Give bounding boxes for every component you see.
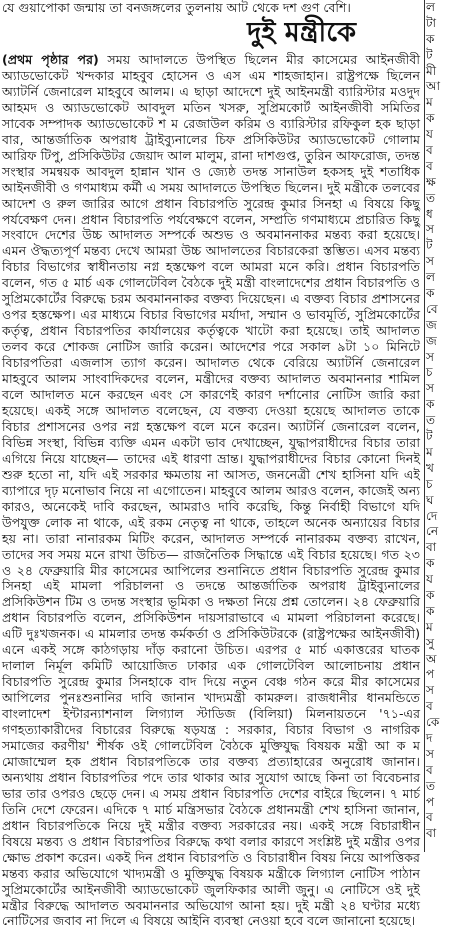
side-column-fragment: জ bbox=[426, 333, 437, 348]
side-column-fragment: য bbox=[426, 127, 433, 142]
side-column-fragment: জ bbox=[426, 317, 437, 332]
side-column-fragment: বে bbox=[426, 301, 438, 316]
side-column-fragment: ট bbox=[426, 47, 433, 62]
side-column-fragment: ক bbox=[426, 111, 435, 126]
side-column-fragment: ক bbox=[426, 556, 435, 571]
side-column-fragment: ত bbox=[426, 413, 436, 428]
adjacent-column-fragment bbox=[426, 0, 450, 852]
previous-article-fragment: যে গুয়াপোকা জন্মায় তা বনজঙ্গলের তুলনায় আট থেকে দশ গুণ বেশি। bbox=[2, 0, 351, 15]
side-column-fragment: চ bbox=[426, 476, 433, 491]
side-column-fragment: স bbox=[426, 254, 434, 269]
article-body bbox=[2, 52, 420, 929]
side-column-fragment: কে bbox=[426, 715, 440, 730]
side-column-fragment: ক bbox=[426, 31, 435, 46]
side-column-fragment: মী bbox=[426, 63, 437, 78]
side-column-fragment: ট bbox=[426, 238, 433, 253]
article-column bbox=[2, 16, 420, 929]
side-column-fragment: ক্ষ bbox=[426, 174, 436, 189]
side-column-fragment: চ bbox=[426, 365, 433, 380]
side-column-fragment: ক bbox=[426, 286, 435, 301]
side-column-fragment: ট bbox=[426, 429, 433, 444]
side-column-fragment: ক bbox=[426, 603, 435, 618]
article-headline: দুই মন্ত্রীকে bbox=[247, 17, 356, 48]
side-column-fragment: স bbox=[426, 381, 434, 396]
side-column-fragment: ক bbox=[426, 397, 435, 412]
side-column-fragment: নে bbox=[426, 524, 439, 539]
side-column-fragment: বা bbox=[426, 826, 437, 841]
side-column-fragment: ঘ bbox=[426, 492, 434, 507]
side-column-fragment: ত bbox=[426, 190, 436, 205]
side-column-fragment: খ bbox=[426, 460, 434, 475]
side-column-fragment: ত bbox=[426, 778, 436, 793]
side-column-fragment: ধ bbox=[426, 206, 433, 221]
side-column-fragment: ব bbox=[426, 143, 433, 158]
article-text: সময় আদালতে উপস্থিত ছিলেন মীর কাসেমের আইনজীবী অ্যাডভোকেট খন্দকার মাহবুব হোসেন ও এস এম শাহজাহান। রাষ্ট্রপক্ষে ছিলেন অ্যাটর্নি জেনারেল মাহবুবে আলম। এ ছাড়া আদেশে দুই আইনমন্ত্রী ব্যারিস্টার মওদুদ আহমদ ও অ্যাডভোকেট আবদুল মতিন খসরু, সুপ্রিমকোর্ট আইনজীবী সমিতির সাবেক সম্পাদক অ্যাডভোকেট শ ম রেজাউল করিম ও ব্যারিস্টার রফিকুল হক ছাড়া বার, আন্তর্জাতিক অপরাধ ট্রাইব্যুনালের চিফ প্রসিকিউটর অ্যাডভোকেট গোলাম আরিফ টিপু, প্রসিকিউটর জেয়াদ আল মালুম, রানা দাশগুপ্ত, তুরিন আফরোজ, তদন্ত সংস্থার সমন্বয়ক আবদুল হান্নান খান ও জ্যেষ্ঠ তদন্ত সানাউল হকসহ দুই শতাধিক আইনজীবী ও গণমাধ্যম কর্মী এ সময় আদালতে উপস্থিত ছিলেন। দুই মন্ত্রীকে তলবের আদেশ ও রুল জারির আগে প্রধান বিচারপতি সুরেন্দ্র কুমার সিনহা এ বিষয়ে কিছু পর্যবেক্ষণ দেন। প্রধান বিচারপতি পর্যবেক্ষণে বলেন, সম্প্রতি গণমাধ্যমে প্রচারিত কিছু সংবাদে দেশের উচ্চ আদালত সম্পর্কে অশুভ ও অবমাননাকর মন্তব্য করা হয়েছে। এমন ঔদ্ধত্যপূর্ণ মন্তব্য দেখে আমরা উচ্চ আদালতের বিচারকেরা স্তম্ভিত। এসব মন্তব্য বিচার বিভাগের স্বাধীনতায় নগ্ন হস্তক্ষেপ বলে আমরা মনে করি। প্রধান বিচারপতি বলেন, গত ৫ মার্চ এক গোলটেবিল বৈঠকে দুই মন্ত্রী বাংলাদেশের প্রধান বিচারপতি ও সুপ্রিমকোর্টের বিরুদ্ধে চরম অবমাননাকর বক্তব্য দিয়েছেন। এ বক্তব্য বিচার প্রশাসনের ওপর হস্তক্ষেপ। এর মাধ্যমে বিচার বিভাগের মর্যাদা, সম্মান ও ভাবমূর্তি, সুপ্রিমকোর্টের কর্তৃত্ব, প্রধান বিচারপতির কার্যালয়ের কর্তৃত্বকে খাটো করা হয়েছে। তাই আদালত তলব করে শোকজ নোটিস জারি করেন। আদেশের পরে সকাল ৯টা ১০ মিনিটে বিচারপতিরা এজলাস ত্যাগ করেন। আদালত থেকে বেরিয়ে অ্যাটর্নি জেনারেল মাহবুবে আলম সাংবাদিকদের বলেন, মন্ত্রীদের বক্তব্য আদালত অবমাননার শামিল বলে আদালত মনে করছেন এবং সে কারণেই কারণ দর্শানোর নোটিস জারি করা হয়েছে। একই সঙ্গে আদালত বলেছেন, যে বক্তব্য দেওয়া হয়েছে আদালত তাকে বিচার প্রশাসনের ওপর নগ্ন হস্তক্ষেপ বলে মনে করেন। অ্যাটর্নি জেনারেল বলেন, বিভিন্ন সংস্থা, বিভিন্ন ব্যক্তি এমন একটা ভাব দেখাচ্ছেন, যুদ্ধাপরাধীদের বিচার তারা এগিয়ে নিয়ে যাচ্ছেন— তাদের এই ধারণা ভ্রান্ত। যুদ্ধাপরাধীদের বিচার কোনো দিনই শুরু হতো না, যদি এই সরকার ক্ষমতায় না আসত, জননেত্রী শেখ হাসিনা যদি এই ব্যাপারে দৃঢ় মনোভাব নিয়ে না এগোতেন। মাহবুবে আলম আরও বলেন, কাজেই অন্য কারও, অনেকেই দাবি করছেন, আমরাও দাবি করেছি, কিন্তু নির্বাহী বিভাগে যদি উপযুক্ত লোক না থাকে, এই রকম নেতৃত্ব না থাকে, তাহলে অনেক অন্যায়ের বিচার হয় না। তারা নানারকম মিটিং করেন, আদালত সম্পর্কে নানারকম বক্তব্য রাখেন, তাদের সব সময় মনে রাখা উচিত— রাজনৈতিক সিদ্ধান্তে এই বিচার হয়েছে। গত ২৩ ও ২৪ ফেব্রুয়ারি মীর কাসেমের আপিলের শুনানিতে প্রধান বিচারপতি সুরেন্দ্র কুমার সিনহা এই মামলা পরিচালনা ও তদন্তে আন্তর্জাতিক অপরাধ ট্রাইব্যুনালের প্রসিকিউশন টিম ও তদন্ত সংস্থার ভূমিকা ও দক্ষতা নিয়ে প্রশ্ন তোলেন। ২৪ ফেব্রুয়ারি প্রধান বিচারপতি বলেন, প্রসিকিউশন দায়সারাভাবে এ মামলা পরিচালনা করেছে। এটি দুঃখজনক। এ মামলার তদন্ত কর্মকর্তা ও প্রসিকিউটরকে (রাষ্ট্রপক্ষের আইনজীবী) এনে একই সঙ্গে কাঠগড়ায় দাঁড় করানো উচিত। এরপর ৫ মার্চ একাত্তরের ঘাতক দালাল নির্মূল কমিটি আয়োজিত ঢাকার এক গোলটেবিল আলোচনায় প্রধান বিচারপতি সুরেন্দ্র কুমার সিনহাকে বাদ দিয়ে নতুন বেঞ্চ গঠন করে মীর কাসেমের আপিলের পুনঃশুনানির দাবি জানান খাদ্যমন্ত্রী কামরুল। রাজধানীর ধানমন্ডিতে বাংলাদেশ ইন্টারন্যাশনাল লিগ্যাল স্টাডিজ (বিলিয়া) মিলনায়তনে '৭১-এর গণহত্যাকারীদের বিচারের বিরুদ্ধে ষড়যন্ত্র : সরকার, বিচার বিভাগ ও নাগরিক সমাজের করণীয়' শীর্ষক ওই গোলটেবিল বৈঠকে মুক্তিযুদ্ধ বিষয়ক মন্ত্রী আ ক ম মোজাম্মেল হক প্রধান বিচারপতিকে তার বক্তব্য প্রত্যাহারের অনুরোধ জানান। অন্যথায় প্রধান বিচারপতির পদে তার থাকার আর সুযোগ আছে কিনা তা বিবেচনার ভার তার ওপরও ছেড়ে দেন। এ সময় প্রধান বিচারপতি দেশের বাইরে ছিলেন। ৭ মার্চ তিনি দেশে ফেরেন। এদিকে ৭ মার্চ মন্ত্রিসভার বৈঠকে প্রধানমন্ত্রী শেখ হাসিনা জানান, প্রধান বিচারপতিকে নিয়ে দুই মন্ত্রীর বক্তব্য সরকারের নয়। একই সঙ্গে বিচারাধীন বিষয়ে মন্তব্য ও প্রধান বিচারপতির বিরুদ্ধে কথা বলার কারণে সংশ্লিষ্ট দুই মন্ত্রীর ওপর ক্ষোভ প্রকাশ করেন। একই দিন প্রধান বিচারপতি ও বিচারাধীন বিষয় নিয়ে আপত্তিকর মন্তব্য করার অভিযোগে খাদ্যমন্ত্রী ও মুক্তিযুদ্ধ বিষয়ক মন্ত্রীকে লিগ্যাল নোটিস পাঠান সুপ্রিমকোর্টের আইনজীবী অ্যাডভোকেট জুলফিকার আলী জুনু। এ নোটিসে ওই দুই মন্ত্রীর বিরুদ্ধে আদালত অবমাননার অভিযোগ আনা হয়। দুই মন্ত্রী ২৪ ঘণ্টার মধ্যে নোটিসের জবাব না দিলে এ বিষয়ে আইনি ব্যবস্থা নেওয়া হবে বলে জানানো হয়েছে। bbox=[2, 52, 420, 929]
side-column-fragment: দে bbox=[426, 508, 438, 523]
side-column-fragment: বা bbox=[426, 540, 437, 555]
side-column-fragment: ম bbox=[426, 444, 433, 459]
side-column-fragment: ল bbox=[426, 270, 435, 285]
side-column-fragment: ব bbox=[426, 762, 433, 777]
side-column-fragment: প bbox=[426, 794, 435, 809]
side-column-fragment: স bbox=[426, 683, 434, 698]
side-column-fragment: টা bbox=[426, 15, 437, 30]
side-column-fragment: স bbox=[426, 349, 434, 364]
side-column-fragment: আ bbox=[426, 79, 440, 94]
continuation-label: (প্রথম পৃষ্ঠার পর) bbox=[2, 52, 99, 67]
side-column-fragment: প bbox=[426, 667, 435, 682]
side-column-fragment: সু bbox=[426, 635, 434, 650]
side-column-fragment: অ bbox=[426, 651, 437, 666]
side-column-fragment: দ bbox=[426, 730, 433, 745]
side-column-fragment: য bbox=[426, 572, 433, 587]
column-divider bbox=[424, 0, 425, 852]
side-column-fragment: ব bbox=[426, 158, 433, 173]
side-column-fragment: ল bbox=[426, 0, 435, 14]
side-column-fragment: ব bbox=[426, 699, 433, 714]
side-column-fragment: ম bbox=[426, 95, 433, 110]
side-column-fragment: স bbox=[426, 746, 434, 761]
side-column-fragment: ব bbox=[426, 810, 433, 825]
side-column-fragment: স bbox=[426, 222, 434, 237]
side-column-fragment: ক bbox=[426, 587, 435, 602]
side-column-fragment: ম bbox=[426, 619, 433, 634]
